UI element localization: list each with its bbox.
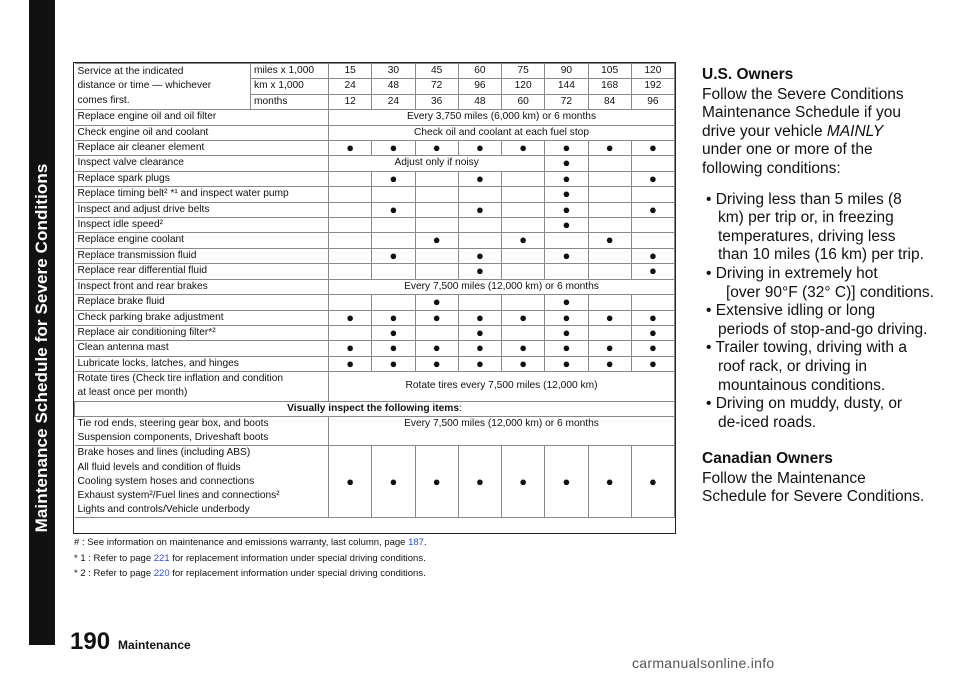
service-mark: ● — [631, 171, 674, 186]
row-label: Lubricate locks, latches, and hinges — [75, 356, 329, 371]
empty-cell — [329, 233, 372, 248]
interval-note: Every 7,500 miles (12,000 km) or 6 months — [329, 279, 675, 294]
empty-cell — [502, 295, 545, 310]
empty-cell — [502, 325, 545, 340]
service-mark: ● — [502, 356, 545, 371]
table-row — [75, 156, 675, 171]
empty-cell — [415, 218, 458, 233]
row-label: Replace brake fluid — [75, 295, 329, 310]
row-label-line: Brake hoses and lines (including ABS) — [77, 447, 251, 459]
interval-note: Every 3,750 miles (6,000 km) or 6 months — [329, 110, 675, 125]
service-mark: ● — [458, 171, 501, 186]
service-mark: ● — [415, 233, 458, 248]
service-mark: ● — [545, 248, 588, 263]
maintenance-table — [73, 62, 676, 534]
row-label-line: Exhaust system²/Fuel lines and connections² — [77, 489, 280, 501]
service-mark: ● — [631, 446, 674, 518]
service-mark: ● — [458, 141, 501, 156]
interval-note: Rotate tires every 7,500 miles (12,000 km) — [329, 372, 675, 401]
service-mark: ● — [458, 356, 501, 371]
empty-cell — [372, 218, 415, 233]
service-mark: ● — [372, 356, 415, 371]
row-label-line: Tie rod ends, steering gear box, and boots — [77, 417, 269, 429]
row-label — [75, 416, 329, 445]
service-mark: ● — [329, 310, 372, 325]
service-mark: ● — [631, 341, 674, 356]
interval-km: 168 — [588, 79, 631, 94]
service-mark: ● — [415, 310, 458, 325]
row-label-line: Suspension components, Driveshaft boots — [77, 432, 269, 444]
interval-km: 48 — [372, 79, 415, 94]
unit-km: km x 1,000 — [251, 79, 329, 94]
footnote-1: * 1 : Refer to page 221 for replacement information under special driving conditions. — [74, 552, 426, 564]
interval-km: 72 — [415, 79, 458, 94]
service-mark: ● — [329, 141, 372, 156]
service-mark: ● — [588, 341, 631, 356]
row-label-line: Lights and controls/Vehicle underbody — [77, 504, 250, 516]
service-mark: ● — [329, 446, 372, 518]
service-mark: ● — [545, 295, 588, 310]
table-row — [75, 202, 675, 217]
empty-cell — [588, 156, 631, 171]
footnote-warranty: # : See information on maintenance and emissions warranty, last column, page 187. — [74, 537, 427, 548]
empty-cell — [372, 295, 415, 310]
service-mark: ● — [415, 446, 458, 518]
service-mark: ● — [545, 341, 588, 356]
condition-bullet: • Driving in extremely hot [over 90°F (32° C)] conditions. — [706, 264, 934, 301]
empty-cell — [415, 202, 458, 217]
empty-cell — [458, 187, 501, 202]
table-row — [75, 218, 675, 233]
interval-note: Adjust only if noisy — [329, 156, 545, 171]
empty-cell — [588, 218, 631, 233]
page-footer — [70, 628, 191, 656]
empty-cell — [415, 187, 458, 202]
table-row — [75, 264, 675, 279]
table-row — [75, 401, 675, 416]
empty-cell — [588, 248, 631, 263]
interval-miles: 105 — [588, 64, 631, 79]
service-mark: ● — [502, 233, 545, 248]
empty-cell — [588, 264, 631, 279]
service-mark: ● — [458, 264, 501, 279]
empty-cell — [588, 187, 631, 202]
empty-cell — [372, 187, 415, 202]
empty-cell — [372, 233, 415, 248]
row-label: Inspect idle speed² — [75, 218, 329, 233]
empty-cell — [588, 295, 631, 310]
empty-cell — [329, 325, 372, 340]
service-mark: ● — [458, 446, 501, 518]
table-row — [75, 325, 675, 340]
service-mark: ● — [372, 446, 415, 518]
interval-km: 120 — [502, 79, 545, 94]
empty-cell — [502, 171, 545, 186]
interval-km: 144 — [545, 79, 588, 94]
table-row — [75, 110, 675, 125]
empty-cell — [329, 187, 372, 202]
service-mark: ● — [458, 248, 501, 263]
service-mark: ● — [545, 446, 588, 518]
page-number: 190 — [70, 628, 111, 655]
service-mark: ● — [545, 171, 588, 186]
empty-cell — [545, 264, 588, 279]
service-mark: ● — [372, 202, 415, 217]
empty-cell — [631, 218, 674, 233]
empty-cell — [502, 264, 545, 279]
table-row — [75, 187, 675, 202]
footnotes — [74, 535, 427, 582]
service-mark: ● — [458, 341, 501, 356]
empty-cell — [329, 202, 372, 217]
condition-bullet: • Trailer towing, driving with a roof rack, or driving in mountainous conditions. — [706, 339, 907, 394]
table-row — [75, 171, 675, 186]
row-label: Check engine oil and coolant — [75, 125, 329, 140]
condition-bullet: • Driving less than 5 miles (8 km) per trip or, in freezing temperatures, driving less than 10 miles (16 km) per trip. — [706, 190, 924, 264]
row-label: Inspect and adjust drive belts — [75, 202, 329, 217]
empty-cell — [545, 233, 588, 248]
service-mark: ● — [631, 264, 674, 279]
interval-km: 24 — [329, 79, 372, 94]
row-label: Replace air cleaner element — [75, 141, 329, 156]
table-row — [75, 295, 675, 310]
service-mark: ● — [502, 446, 545, 518]
section-name: Maintenance — [118, 638, 191, 652]
empty-cell — [415, 325, 458, 340]
unit-months: months — [251, 94, 329, 109]
service-mark: ● — [329, 356, 372, 371]
empty-cell — [588, 171, 631, 186]
service-mark: ● — [631, 141, 674, 156]
us-text-line: drive your vehicle MAINLY — [702, 122, 884, 140]
service-mark: ● — [631, 356, 674, 371]
service-interval-label: Service at the indicated distance or time — whichever comes first. — [75, 64, 251, 110]
row-label: Replace transmission fluid — [75, 248, 329, 263]
table-row — [75, 279, 675, 294]
interval-months: 24 — [372, 94, 415, 109]
service-mark: ● — [631, 248, 674, 263]
section-heading — [75, 401, 675, 416]
watermark: carmanualsonline.info — [632, 655, 775, 671]
service-mark: ● — [588, 233, 631, 248]
empty-cell — [329, 248, 372, 263]
condition-bullet: • Driving on muddy, dusty, or de-iced roads. — [706, 395, 903, 431]
page-ref-link[interactable]: 187 — [408, 537, 424, 548]
canada-text-line: Schedule for Severe Conditions. — [702, 488, 925, 506]
us-text-line: Follow the Severe Conditions — [702, 85, 904, 103]
service-mark: ● — [545, 141, 588, 156]
page-ref-link[interactable]: 221 — [153, 552, 170, 564]
table-row — [75, 416, 675, 445]
row-label: Replace timing belt² *¹ and inspect water pump — [75, 187, 329, 202]
service-mark: ● — [545, 356, 588, 371]
service-mark: ● — [545, 218, 588, 233]
service-mark: ● — [545, 310, 588, 325]
interval-months: 36 — [415, 94, 458, 109]
interval-miles: 120 — [631, 64, 674, 79]
table-row — [75, 310, 675, 325]
row-label: Replace spark plugs — [75, 171, 329, 186]
service-mark: ● — [458, 202, 501, 217]
table-row — [75, 141, 675, 156]
service-mark: ● — [415, 141, 458, 156]
service-mark: ● — [545, 202, 588, 217]
us-text-line: following conditions: — [702, 159, 841, 177]
table-row — [75, 248, 675, 263]
empty-cell — [415, 171, 458, 186]
empty-cell — [588, 202, 631, 217]
us-text-line: Maintenance Schedule if you — [702, 104, 902, 122]
service-mark: ● — [372, 310, 415, 325]
empty-cell — [631, 295, 674, 310]
header-row-miles — [75, 64, 675, 79]
service-mark: ● — [458, 310, 501, 325]
section-heading-text: Visually inspect the following items — [287, 402, 460, 414]
canadian-owners-heading: Canadian Owners — [702, 450, 833, 468]
table-row — [75, 233, 675, 248]
empty-cell — [329, 264, 372, 279]
row-label — [75, 446, 329, 518]
empty-cell — [458, 233, 501, 248]
row-label: Replace rear differential fluid — [75, 264, 329, 279]
empty-cell — [458, 218, 501, 233]
empty-cell — [631, 233, 674, 248]
service-mark: ● — [545, 156, 588, 171]
row-label-line: Rotate tires (Check tire inflation and condition — [77, 373, 284, 385]
empty-cell — [415, 248, 458, 263]
interval-note: Check oil and coolant at each fuel stop — [329, 125, 675, 140]
interval-months: 96 — [631, 94, 674, 109]
footnote-2: * 2 : Refer to page 220 for replacement information under special driving conditions. — [74, 568, 426, 579]
table-row — [75, 125, 675, 140]
unit-miles: miles x 1,000 — [251, 64, 329, 79]
service-mark: ● — [631, 202, 674, 217]
interval-months: 12 — [329, 94, 372, 109]
service-mark: ● — [502, 341, 545, 356]
empty-cell — [329, 295, 372, 310]
row-label: Replace engine coolant — [75, 233, 329, 248]
empty-cell — [329, 171, 372, 186]
service-mark: ● — [588, 141, 631, 156]
interval-km: 192 — [631, 79, 674, 94]
row-label-line: Cooling system hoses and connections — [77, 475, 255, 487]
sidebar-title: Maintenance Schedule for Severe Conditions — [32, 163, 51, 533]
row-label: Clean antenna mast — [75, 341, 329, 356]
service-mark: ● — [545, 187, 588, 202]
interval-miles: 60 — [458, 64, 501, 79]
us-owners-heading: U.S. Owners — [702, 66, 794, 83]
service-mark: ● — [372, 341, 415, 356]
interval-miles: 75 — [502, 64, 545, 79]
service-mark: ● — [502, 141, 545, 156]
row-label: Replace air conditioning filter*² — [75, 325, 329, 340]
service-mark: ● — [458, 325, 501, 340]
interval-months: 60 — [502, 94, 545, 109]
us-text-line: under one or more of the — [702, 141, 873, 159]
service-mark: ● — [372, 248, 415, 263]
row-label: Inspect front and rear brakes — [75, 279, 329, 294]
service-mark: ● — [631, 310, 674, 325]
service-mark: ● — [588, 310, 631, 325]
empty-cell — [502, 187, 545, 202]
service-mark: ● — [372, 141, 415, 156]
table-row — [75, 446, 675, 518]
row-label-line: at least once per month) — [77, 387, 188, 399]
row-label: Replace engine oil and oil filter — [75, 110, 329, 125]
service-mark: ● — [329, 341, 372, 356]
interval-miles: 90 — [545, 64, 588, 79]
empty-cell — [631, 187, 674, 202]
empty-cell — [502, 202, 545, 217]
page-ref-link[interactable]: 220 — [153, 568, 170, 579]
interval-miles: 45 — [415, 64, 458, 79]
interval-note: Every 7,500 miles (12,000 km) or 6 months — [329, 416, 675, 445]
owner-guidance — [702, 66, 952, 507]
empty-cell — [372, 264, 415, 279]
interval-miles: 15 — [329, 64, 372, 79]
condition-bullet: • Extensive idling or long periods of stop-and-go driving. — [706, 302, 928, 338]
empty-cell — [502, 248, 545, 263]
service-mark: ● — [631, 325, 674, 340]
row-label: Check parking brake adjustment — [75, 310, 329, 325]
service-mark: ● — [588, 446, 631, 518]
interval-miles: 30 — [372, 64, 415, 79]
service-mark: ● — [372, 171, 415, 186]
empty-cell — [329, 218, 372, 233]
service-mark: ● — [415, 295, 458, 310]
row-label — [75, 372, 329, 401]
empty-cell — [631, 156, 674, 171]
service-mark: ● — [502, 310, 545, 325]
table-row — [75, 372, 675, 401]
table-row — [75, 341, 675, 356]
canada-text-line: Follow the Maintenance — [702, 469, 866, 487]
interval-months: 48 — [458, 94, 501, 109]
interval-months: 84 — [588, 94, 631, 109]
service-mark: ● — [415, 341, 458, 356]
interval-km: 96 — [458, 79, 501, 94]
row-label-line: All fluid levels and condition of fluids — [77, 461, 241, 473]
interval-months: 72 — [545, 94, 588, 109]
service-mark: ● — [415, 356, 458, 371]
empty-cell — [415, 264, 458, 279]
empty-cell — [458, 295, 501, 310]
service-mark: ● — [545, 325, 588, 340]
empty-cell — [588, 325, 631, 340]
empty-cell — [502, 218, 545, 233]
service-mark: ● — [372, 325, 415, 340]
row-label: Inspect valve clearance — [75, 156, 329, 171]
section-heading-colon: : — [459, 402, 462, 414]
table-row — [75, 356, 675, 371]
service-mark: ● — [588, 356, 631, 371]
